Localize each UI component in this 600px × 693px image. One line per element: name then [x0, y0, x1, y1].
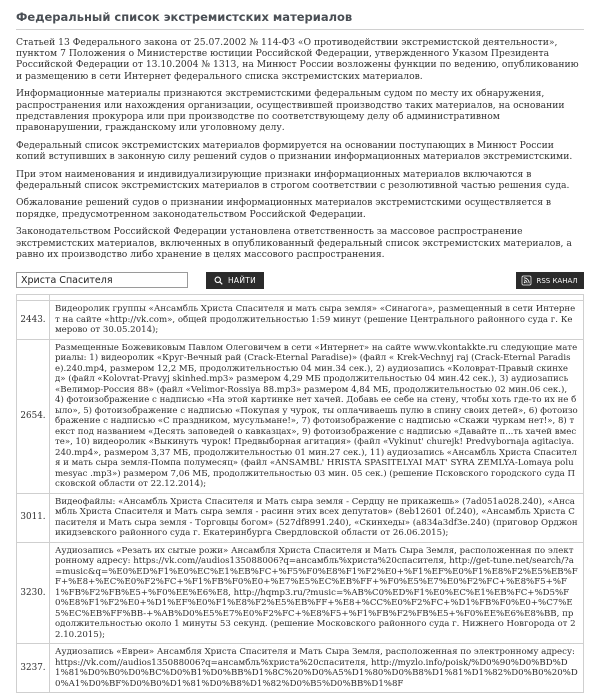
row-text: Видеофайлы: «Ансамбль Христа Спасителя и Мать сыра земля - Сердцу не прикажешь» (7ad051a028.240), «Ансамбль Христа Спасителя и Мать сыра земля - расинн этих всех депутатов» (8eb12601 0f.240), «Ансамбль Христа Спасителя и Мать сыра земля - Торговцы богом» (527df8991.240), «Скинхеды» (a834a3df3e.240) (приговор Орджоникидзевского районного суда г. Екатеринбурга Свердловской области от 26.06.2015);	[50, 493, 584, 542]
intro-text	[16, 37, 586, 266]
table-row	[17, 644, 584, 693]
search-button[interactable]	[206, 272, 264, 289]
row-text: Размещенные Божевиковым Павлом Олеговичем в сети «Интернет» на сайте www.vkontakkte.ru следующие материалы: 1) видеоролик «Круг-Вечный рай (Crack-Eternal Paradise)» (файл « Krek-Vechnyj raj (Crack-Eternal Paradise).240.mp4, размером 12,2 МБ, продолжительностью 04 мин.34 сек.), 2) аудиозапись «Коловрат-Правый скинхед» (файл «Kolovrat-Pravyj skinhed.mp3» размером 4,29 МБ продолжительностью 04 мин.42 сек.), 3) аудиозапись «Велимор-Россия 88» (файл «Velimor-Rossiya 88.mp3» размером 4,84 МБ, продолжительностью 02 мин.06 сек.), 4) фотоизображение с надписью «На этой картинке нет хачей. Добавь ее себе на стену, чтобы хоть где-то их не было», 5) фотоизображение с надписью «Покупая у чурок, ты оплачиваешь пулю в спину своих детей», 6) фотоизображение с надписью «С праздником, мусульмане!», 7) фотоизображение с надписью «Скажи чуркам нет!», 8) текст под названием «Десять заповедей о кавказцах», 9) фотоизображение с надписью «Давайте п...ть хачей вместе», 10) видеоролик «Выкинуть чурок! Предвыборная агитация» (файл «Vykinut' churejk! Predvybornaja agitaciya.240.mp4», размером 3,37 МБ, продолжительностью 01 мин.27 сек.), 11) аудиозапись «Ансамбль Христа Спасителя и мать сыра земля-Помпа полумесяц» (файл «ANSAMBL' HRISTA SPASITELYAI MAT' SYRA ZEMLYA-Lomaya polumesyac .mp3») размером 7,06 МБ, продолжительностью 03 мин. 05 сек.) (решение Псковского городского суда Псковской области от 22.12.2014);	[50, 339, 584, 493]
row-text: Аудиозапись «Евреи» Ансамбля Христа Спасителя и Мать Сыра Земля, расположенная по электронному адресу: https://vk.com//audios135088006?q=ансамбль%христа%20спасителя, http://myzlo.info/poisk/%D0%90%D0%BD%D1%81%D0%B0%D0%BC%D0%B1%D0%BB%D1%8C%20%D0%A5%D1%80%D0%B8%D1%81%D1%82%D0%B0%20%D0%A1%D0%BF%D0%B0%D1%81%D0%B8%D1%82%D0%B5%D0%BB%D1%8F	[50, 644, 584, 693]
intro-paragraph: Обжалование решений судов о признании информационных материалов экстремистскими осуществляется в порядке, предусмотренном законодательством Российской Федерации.	[16, 197, 552, 220]
search-input[interactable]	[16, 272, 188, 288]
rss-button[interactable]	[516, 272, 584, 289]
rss-icon	[522, 276, 531, 285]
row-text: Видеоролик группы «Ансамбль Христа Спасителя и мать сыра земля» «Синагога», размещенный в сети Интернет на сайте «http://vk.com», общей продолжительностью 1:59 минут (решение Центрального районного суда г. Кемерово от 30.05.2014);	[50, 301, 584, 340]
title-divider	[16, 29, 584, 30]
results-table	[16, 294, 584, 693]
table-row	[17, 493, 584, 542]
table-row	[17, 301, 584, 340]
table-row	[17, 542, 584, 644]
intro-paragraph: Федеральный список экстремистских материалов формируется на основании поступающих в Минюст России копий вступивших в законную силу решений судов о признании информационных материалов экстремистскими.	[16, 139, 573, 162]
intro-paragraph: Законодательством Российской Федерации установлена ответственность за массовое распространение экстремистских материалов, включенных в опубликованный федеральный список экстремистских материалов, а равно их производство либо хранение в целях массового распространения.	[16, 226, 572, 260]
page-title: Федеральный список экстремистских материалов	[16, 10, 353, 24]
row-text: Аудиозапись «Резать их сытые рожи» Ансамбля Христа Спасителя и Мать Сыра Земля, расположенная по электронному адресу: https://vk.com//audios135088006?q=ансамбль%христа%20спасителя, http://get-tune.net/search/?a=music&q=%E0%ED%F1%E0%EC%E1%EB%FC+%F5%F0%E8%F1%F2%E0+%F1%EF%E0%F1%E8%F2%E5%EB%FF+%E8+%EC%E0%F2%FC+%F1%FB%F0%E0+%E7%E5%EC%EB%FF+%F0%E5%E7%E0%F2%FC+%E8%F5+%F1%FB%F2%FB%E5+%F0%EE%E6%E8, http://hqmp3.ru/?music=%AB%C0%ED%F1%E0%EC%E1%EB%FC+%D5%F0%E8%F1%F2%E0+%D1%EF%E0%F1%E8%F2%E5%EB%FF+%E8+%CC%E0%F2%FC+%D1%FB%F0%E0+%C7%E5%EC%EB%FF%BB-+%AB%D0%E5%E7%E0%F2%FC+%E8%F5+%F1%FB%F2%FB%E5+%F0%EE%E6%E8%BB, продолжительностью около 1 минуты 53 секунд. (решение Московского районного суда г. Нижнего Новгорода от 22.10.2015);	[50, 542, 584, 644]
rss-button-label: RSS КАНАЛ	[536, 276, 578, 285]
intro-paragraph: При этом наименования и индивидуализирующие признаки информационных материалов включаются в федеральный список экстремистских материалов в строгом соответствии с резолютивной частью решения суда.	[16, 168, 570, 191]
row-number: 2654.	[17, 339, 50, 493]
row-number: 3237.	[17, 644, 50, 693]
row-number: 2443.	[17, 301, 50, 340]
row-number: 3230.	[17, 542, 50, 644]
row-number: 3011.	[17, 493, 50, 542]
table-row	[17, 339, 584, 493]
search-bar	[16, 272, 584, 290]
intro-paragraph: Информационные материалы признаются экстремистскими федеральным судом по месту их обнаружения, распространения или нахождения организации, осуществившей производство таких материалов, на основании представления прокурора или при производстве по соответствующему делу об административном правонарушении, гражданскому или уголовному делу.	[16, 88, 565, 133]
search-button-label: НАЙТИ	[227, 276, 257, 285]
search-icon	[214, 276, 223, 285]
intro-paragraph: Статьей 13 Федерального закона от 25.07.2002 № 114-ФЗ «О противодействии экстремистской деятельности», пунктом 7 Положения о Министерстве юстиции Российской Федерации, утвержденного Указом Президента Российской Федерации от 13.10.2004 № 1313, на Минюст России возложены функции по ведению, опубликованию и размещению в сети Интернет федерального списка экстремистских материалов.	[16, 37, 579, 82]
